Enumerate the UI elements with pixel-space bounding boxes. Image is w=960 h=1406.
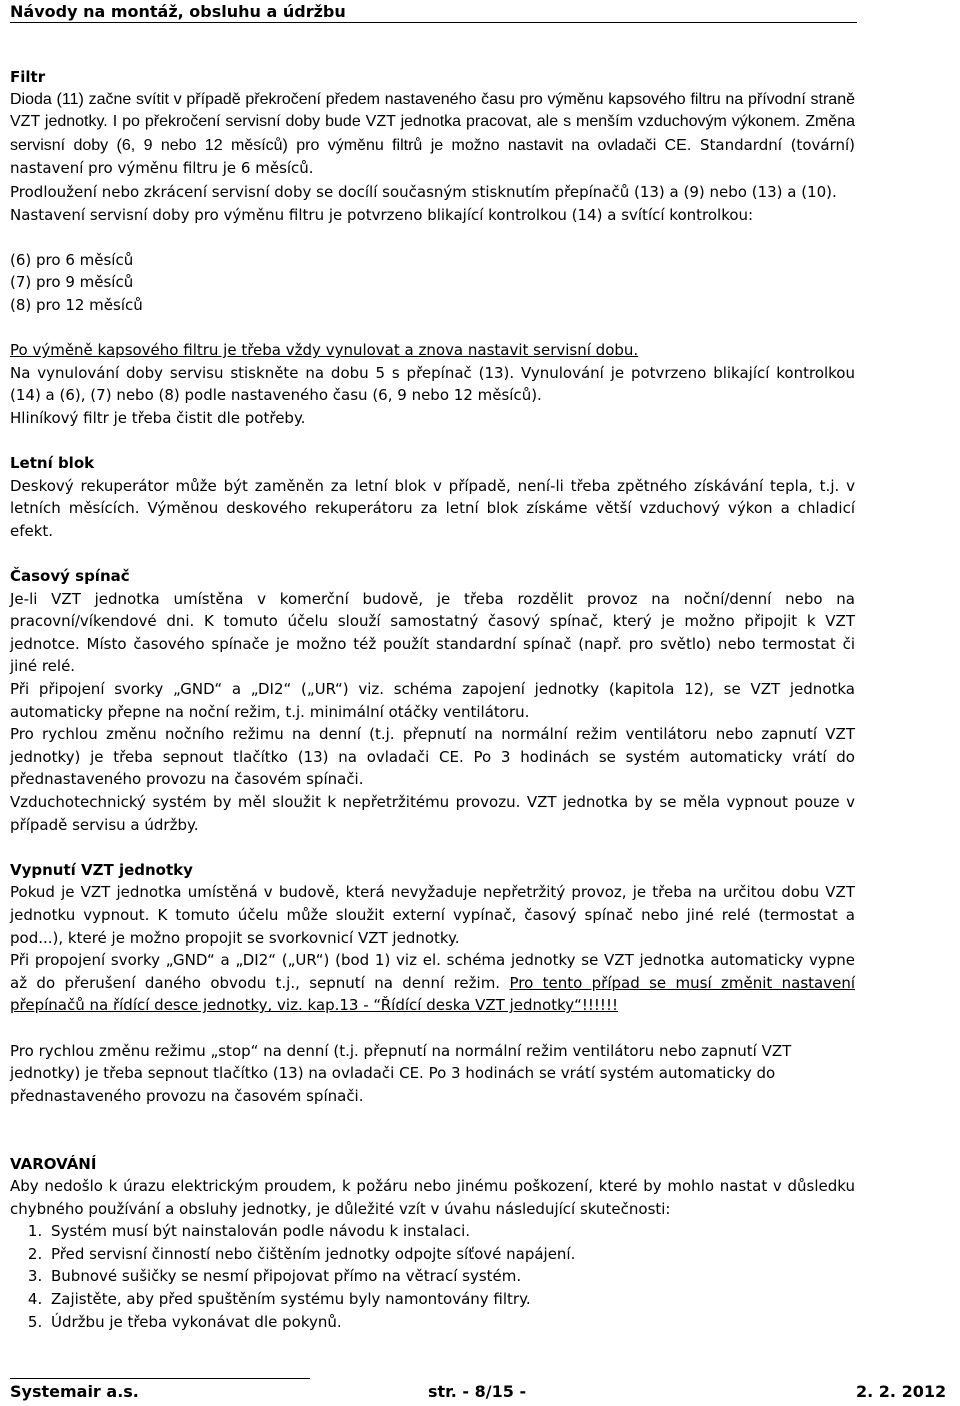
paragraph-underlined: Po výměně kapsového filtru je třeba vždy vynulovat a znova nastavit servisní dobu. — [10, 341, 639, 360]
document-body — [10, 66, 855, 1333]
paragraph: Vzduchotechnický systém by měl sloužit k nepřetržitému provozu. VZT jednotka by se měla vypnout pouze v případě servisu a údržby. — [10, 793, 855, 834]
paragraph — [10, 949, 855, 1017]
list-item: 3. Bubnové sušičky se nesmí připojovat přímo na větrací systém. — [47, 1265, 855, 1288]
paragraph: Hliníkový filtr je třeba čistit dle potřeby. — [10, 408, 306, 427]
paragraph: Deskový rekuperátor může být zaměněn za letní blok v případě, není-li třeba zpětného získávání tepla, t.j. v letních měsících. Výměnou deskového rekuperátoru za letní blok získáme větší vzduchový výkon a chladicí efekt. — [10, 476, 855, 540]
footer-date: 2. 2. 2012 — [856, 1382, 947, 1401]
footer-page-number: str. - 8/15 - — [428, 1382, 527, 1401]
paragraph: Aby nedošlo k úrazu elektrickým proudem, k požáru nebo jinému poškození, které by mohlo nastat v důsledku chybného používání a obsluhy jednotky, je důležité vzít v úvahu následující skutečnosti: — [10, 1177, 855, 1218]
list-item: 4. Zajistěte, aby před spuštěním systému byly namontovány filtry. — [47, 1288, 855, 1311]
list-item: 5. Údržbu je třeba vykonávat dle pokynů. — [47, 1311, 855, 1334]
paragraph: Pro rychlou změnu nočního režimu na denní (t.j. přepnutí na normální režim ventilátoru nebo zapnutí VZT jednotky) je třeba sepnout tlačítko (13) na ovladači CE. Po 3 hodinách se systém automaticky vrátí do přednastaveného provozu na časovém spínači. — [10, 725, 855, 789]
paragraph: Pro rychlou změnu režimu „stop“ na denní (t.j. přepnutí na normální režim ventilátoru nebo zapnutí VZT jednotky) je třeba sepnout tlačítko (13) na ovladači CE. Po 3 hodinách se vrátí systém automaticky do přednastaveného provozu na časovém spínači. — [10, 1041, 792, 1105]
paragraph: Při připojení svorky „GND“ a „DI2“ („UR“) viz. schéma zapojení jednotky (kapitola 12), se VZT jednotka automaticky přepne na noční režim, t.j. minimální otáčky ventilátoru. — [10, 680, 855, 721]
paragraph: Pokud je VZT jednotka umístěná v budově, která nevyžaduje nepřetržitý provoz, je třeba na určitou dobu VZT jednotku vypnout. K tomuto účelu může sloužit externí vypínač, časový spínač nebo jiné relé (termostat a pod...), které je možno propojit se svorkovnicí VZT jednotky. — [10, 883, 855, 947]
underlined-note: Pro tento případ se musí změnit nastavení přepínačů na řídící desce jednotky, viz. kap.13 - “Řídící deska VZT jednotky“!!!!!! — [10, 973, 856, 1015]
footer-company: Systemair a.s. — [10, 1382, 139, 1401]
page-header-title: Návody na montáž, obsluhu a údržbu — [10, 2, 346, 21]
list-item: (7) pro 9 měsíců — [10, 273, 134, 292]
text-span: Dioda (11) začne svítit v případě překročení předem nastaveného času pro výměnu kapsového filtru na přívodní straně VZT jednotky. I po překročení servisní doby bude VZT jednotka pracovat, ale s menším vzduchovým výkonem. Změna servisní doby (6, 9 nebo 12 měsíců) pro výměnu filtrů je možno nastavit na ovladači CE. — [10, 90, 855, 154]
section-heading-vypnuti: Vypnutí VZT jednotky — [10, 860, 193, 879]
list-item: 2. Před servisní činností nebo čištěním jednotky odpojte síťové napájení. — [47, 1243, 855, 1266]
section-heading-letni-blok: Letní blok — [10, 454, 95, 473]
paragraph: Je-li VZT jednotka umístěna v komerční budově, je třeba rozdělit provoz na noční/denní nebo na pracovní/víkendové dni. K tomuto účelu slouží samostatný časový spínač, který je možno připojit k VZT jednotce. Místo časového spínače je možno též použít standardní spínač (např. pro světlo) nebo termostat či jiné relé. — [10, 589, 855, 676]
paragraph: Na vynulování doby servisu stiskněte na dobu 5 s přepínač (13). Vynulování je potvrzeno blikající kontrolkou (14) a (6), (7) nebo (8) podle nastaveného času (6, 9 nebo 12 měsíců). — [10, 363, 855, 405]
section-heading-casovy-spinac: Časový spínač — [10, 567, 130, 586]
list-item: (8) pro 12 měsíců — [10, 295, 143, 314]
paragraph: Prodloužení nebo zkrácení servisní doby se docílí současným stisknutím přepínačů (13) a (9) nebo (13) a (10). — [10, 182, 837, 201]
text-span: Standardní (tovární) nastavení pro výměnu filtru je 6 měsíců. — [10, 135, 855, 178]
header-divider — [10, 22, 857, 23]
list-item: (6) pro 6 měsíců — [10, 250, 134, 269]
paragraph — [10, 89, 855, 181]
text-span: Při propojení svorky „GND“ a „DI2“ („UR“) (bod 1) viz el. schéma jednotky se VZT jednotka automaticky vypne až do přerušení daného obvodu t.j., sepnutí na denní režim. — [10, 951, 855, 992]
paragraph: Nastavení servisní doby pro výměnu filtru je potvrzeno blikající kontrolkou (14) a svítící kontrolkou: — [10, 205, 754, 224]
list-item: 1. Systém musí být nainstalován podle návodu k instalaci. — [47, 1220, 855, 1243]
warning-list — [10, 1220, 855, 1333]
section-heading-varovani: VAROVÁNÍ — [10, 1154, 97, 1173]
footer-divider — [10, 1378, 310, 1379]
section-heading-filtr: Filtr — [10, 68, 46, 86]
